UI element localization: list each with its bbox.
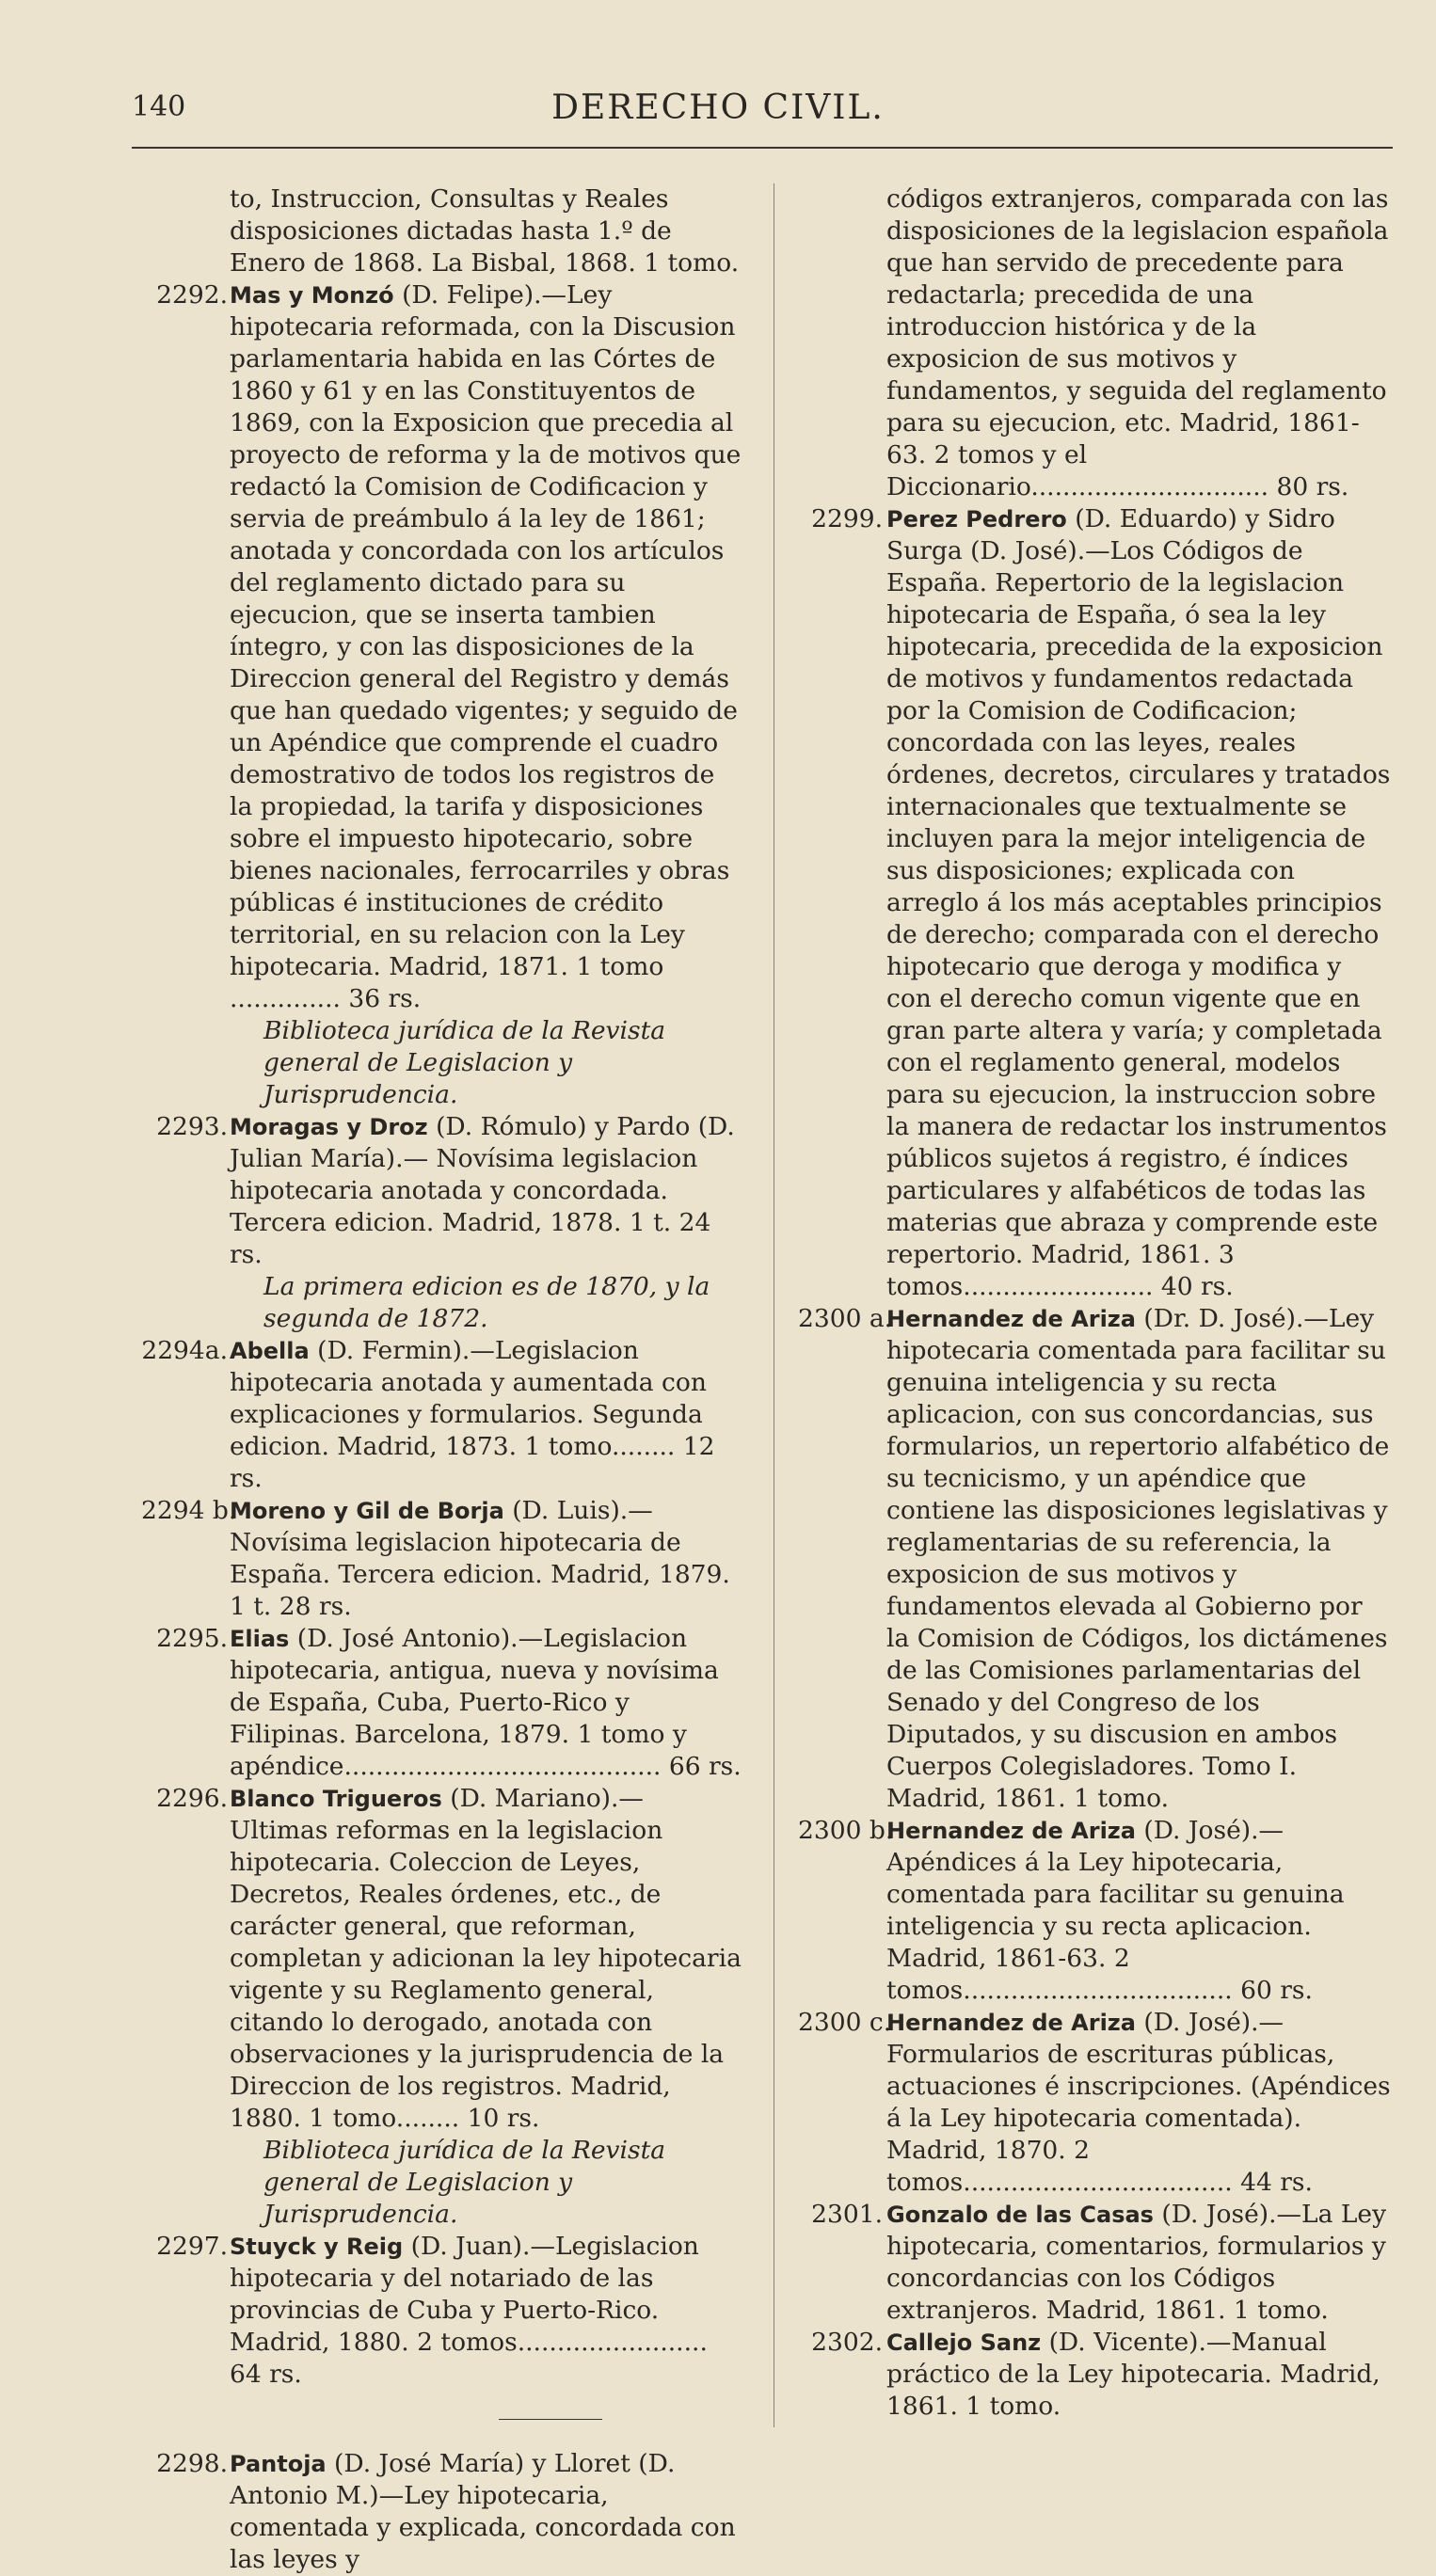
entry-number: 2299. (811, 504, 883, 533)
entry-author: Pantoja (230, 2451, 327, 2477)
entry-author: Gonzalo de las Casas (886, 2202, 1154, 2228)
right-column (798, 183, 1393, 2423)
entry-note: Biblioteca jurídica de la Revista general de Legislacion y Jurisprudencia. (263, 1016, 666, 1109)
running-title: DERECHO CIVIL. (551, 88, 885, 127)
entry-text: (D. José).—Formularios de escrituras públicas, actuaciones é inscripciones. (Apéndices á la Ley hipotecaria comentada). Madrid, 1870. 2 tomos.................................. 44 rs. (886, 2008, 1391, 2197)
entry-author: Hernandez de Ariza (886, 1818, 1136, 1844)
entry-text: (D. José María) y Lloret (D. Antonio M.)—Ley hipotecaria, comentada y explicada, concordada con las leyes y (230, 2449, 736, 2574)
entry-author: Mas y Monzó (230, 282, 394, 309)
entry-text: (D. José).—La Ley hipotecaria, comentarios, formularios y concordancias con los Códigos extranjeros. Madrid, 1861. 1 tomo. (886, 2200, 1387, 2325)
entry-number: 2300 c. (798, 2008, 892, 2037)
left-column (141, 183, 743, 2576)
entry-number: 2295. (156, 1624, 228, 1653)
entry-author: Perez Pedrero (886, 506, 1067, 533)
entry-author: Stuyck y Reig (230, 2234, 404, 2260)
entry-number: 2297. (156, 2232, 228, 2261)
entry-number: 2301. (811, 2200, 883, 2229)
entry-number: 2293. (156, 1112, 228, 1141)
entry-2298 (141, 2448, 743, 2576)
entry-author: Abella (230, 1338, 310, 1364)
entry-author: Hernandez de Ariza (886, 1306, 1136, 1332)
entry-2299 (798, 503, 1393, 1303)
entry-text: (D. Vicente).—Manual práctico de la Ley hipotecaria. Madrid, 1861. 1 tomo. (886, 2328, 1380, 2421)
entry-text: (D. José).—Apéndices á la Ley hipotecaria, comentada para facilitar su genuina inteligencia y su recta aplicacion. Madrid, 1861-63. 2 tomos.................................. 60 rs. (886, 1816, 1345, 2005)
entry-text: (D. Felipe).—Ley hipotecaria reformada, con la Discusion parlamentaria habida en las Córtes de 1860 y 61 y en las Constituyentos de 1869, con la Exposicion que precedia al proyecto de reforma y la de motivos que redactó la Comision de Codificacion y servia de preámbulo á la ley de 1861; anotada y concordada con los artículos del reglamento dictado para su ejecucion, que se inserta tambien íntegro, y con las disposiciones de la Direccion general del Registro y demás que han quedado vigentes; y seguido de un Apéndice que comprende el cuadro demostrativo de todos los registros de la propiedad, la tarifa y disposiciones sobre el impuesto hipotecario, sobre bienes nacionales, ferrocarriles y obras públicas é instituciones de crédito territorial, en su relacion con la Ley hipotecaria. Madrid, 1871. 1 tomo .............. 36 rs. (230, 280, 742, 1013)
entry-text: (D. Rómulo) y Pardo (D. Julian María).— Novísima legislacion hipotecaria anotada y concordada. Tercera edicion. Madrid, 1878. 1 t. 24 rs. (230, 1112, 735, 1269)
entry-number: 2294 b. (141, 1496, 237, 1525)
entry-number: 2296. (156, 1784, 228, 1813)
entry-author: Moreno y Gil de Borja (230, 1498, 504, 1524)
entry-2297 (141, 2231, 743, 2391)
section-divider (499, 2419, 602, 2420)
entry-2292 (141, 279, 743, 1015)
header-rule (132, 147, 1393, 149)
entry-author: Moragas y Droz (230, 1114, 428, 1140)
entry-2300c (798, 2007, 1393, 2199)
entry-note: Biblioteca jurídica de la Revista general de Legislacion y Jurisprudencia. (263, 2136, 666, 2229)
entry-number: 2298. (156, 2449, 228, 2478)
entry-2293 (141, 1111, 743, 1271)
entry-text: (D. Fermin).—Legislacion hipotecaria anotada y aumentada con explicaciones y formularios. Segunda edicion. Madrid, 1873. 1 tomo........ 12 rs. (230, 1336, 715, 1493)
entry-text: (D. José Antonio).—Legislacion hipotecaria, antigua, nueva y novísima de España, Cuba, Puerto-Rico y Filipinas. Barcelona, 1879. 1 tomo y apéndice........................................ 66 rs. (230, 1624, 742, 1781)
entry-2300b (798, 1815, 1393, 2007)
entry-2301 (798, 2199, 1393, 2327)
entry-2294a (141, 1335, 743, 1495)
entry-author: Callejo Sanz (886, 2330, 1042, 2356)
entry-2295 (141, 1623, 743, 1783)
entry-text: (D. Luis).—Novísima legislacion hipotecaria de España. Tercera edicion. Madrid, 1879. 1 t. 28 rs. (230, 1496, 730, 1621)
entry-text: (Dr. D. José).—Ley hipotecaria comentada para facilitar su genuina inteligencia y su recta aplicacion, con sus concordancias, sus formularios, un repertorio alfabético de su tecnicismo, y un apéndice que contiene las disposiciones legislativas y reglamentarias de su referencia, la exposicion de sus motivos y fundamentos elevada al Gobierno por la Comision de Códigos, los dictámenes de las Comisiones parlamentarias del Senado y del Congreso de los Diputados, y su discusion en ambos Cuerpos Colegisladores. Tomo I. Madrid, 1861. 1 tomo. (886, 1304, 1390, 1813)
entry-author: Hernandez de Ariza (886, 2010, 1136, 2036)
entry-number: 2294a. (141, 1336, 228, 1365)
entry-2302 (798, 2327, 1393, 2423)
entry-continuation: to, Instruccion, Consultas y Reales disposiciones dictadas hasta 1.º de Enero de 1868. La Bisbal, 1868. 1 tomo. (230, 184, 740, 278)
entry-number: 2300 a. (798, 1304, 893, 1333)
entry-number: 2302. (811, 2328, 883, 2357)
entry-text: (D. Mariano).— Ultimas reformas en la legislacion hipotecaria. Coleccion de Leyes, Decretos, Reales órdenes, etc., de carácter general, que reforman, completan y adicionan la ley hipotecaria vigente y su Reglamento general, citando lo derogado, anotada con observaciones y la jurisprudencia de la Direccion de los registros. Madrid, 1880. 1 tomo........ 10 rs. (230, 1784, 742, 2133)
entry-note: La primera edicion es de 1870, y la segunda de 1872. (263, 1272, 710, 1333)
entry-2296 (141, 1783, 743, 2135)
entry-text: (D. Juan).—Legislacion hipotecaria y del notariado de las provincias de Cuba y Puerto-Rico. Madrid, 1880. 2 tomos........................ 64 rs. (230, 2232, 708, 2389)
entry-number: 2292. (156, 280, 228, 310)
entry-text: (D. Eduardo) y Sidro Surga (D. José).—Los Códigos de España. Repertorio de la legislacion hipotecaria de España, ó sea la ley hipotecaria, precedida de la exposicion de motivos y fundamentos redactada por la Comision de Codificacion; concordada con las leyes, reales órdenes, decretos, circulares y tratados internacionales que textualmente se incluyen para la mejor inteligencia de sus disposiciones; explicada con arreglo á los más aceptables principios de derecho; comparada con el derecho hipotecario que deroga y modifica y con el derecho comun vigente que en gran parte altera y varía; y completada con el reglamento general, modelos para su ejecucion, la instruccion sobre la manera de redactar los instrumentos públicos sujetos á registro, é índices particulares y alfabéticos de todas las materias que abraza y comprende este repertorio. Madrid, 1861. 3 tomos........................ 40 rs. (886, 504, 1391, 1301)
entry-continuation: códigos extranjeros, comparada con las disposiciones de la legislacion española que han servido de precedente para redactarla; precedida de una introduccion histórica y de la exposicion de sus motivos y fundamentos, y seguida del reglamento para su ejecucion, etc. Madrid, 1861-63. 2 tomos y el Diccionario.............................. 80 rs. (886, 184, 1389, 501)
entry-author: Elias (230, 1626, 290, 1652)
entry-2300a (798, 1303, 1393, 1815)
page-header (0, 87, 1436, 134)
entry-author: Blanco Trigueros (230, 1786, 442, 1812)
page-number: 140 (132, 90, 186, 123)
entry-2294b (141, 1495, 743, 1623)
entry-number: 2300 b. (798, 1816, 894, 1845)
